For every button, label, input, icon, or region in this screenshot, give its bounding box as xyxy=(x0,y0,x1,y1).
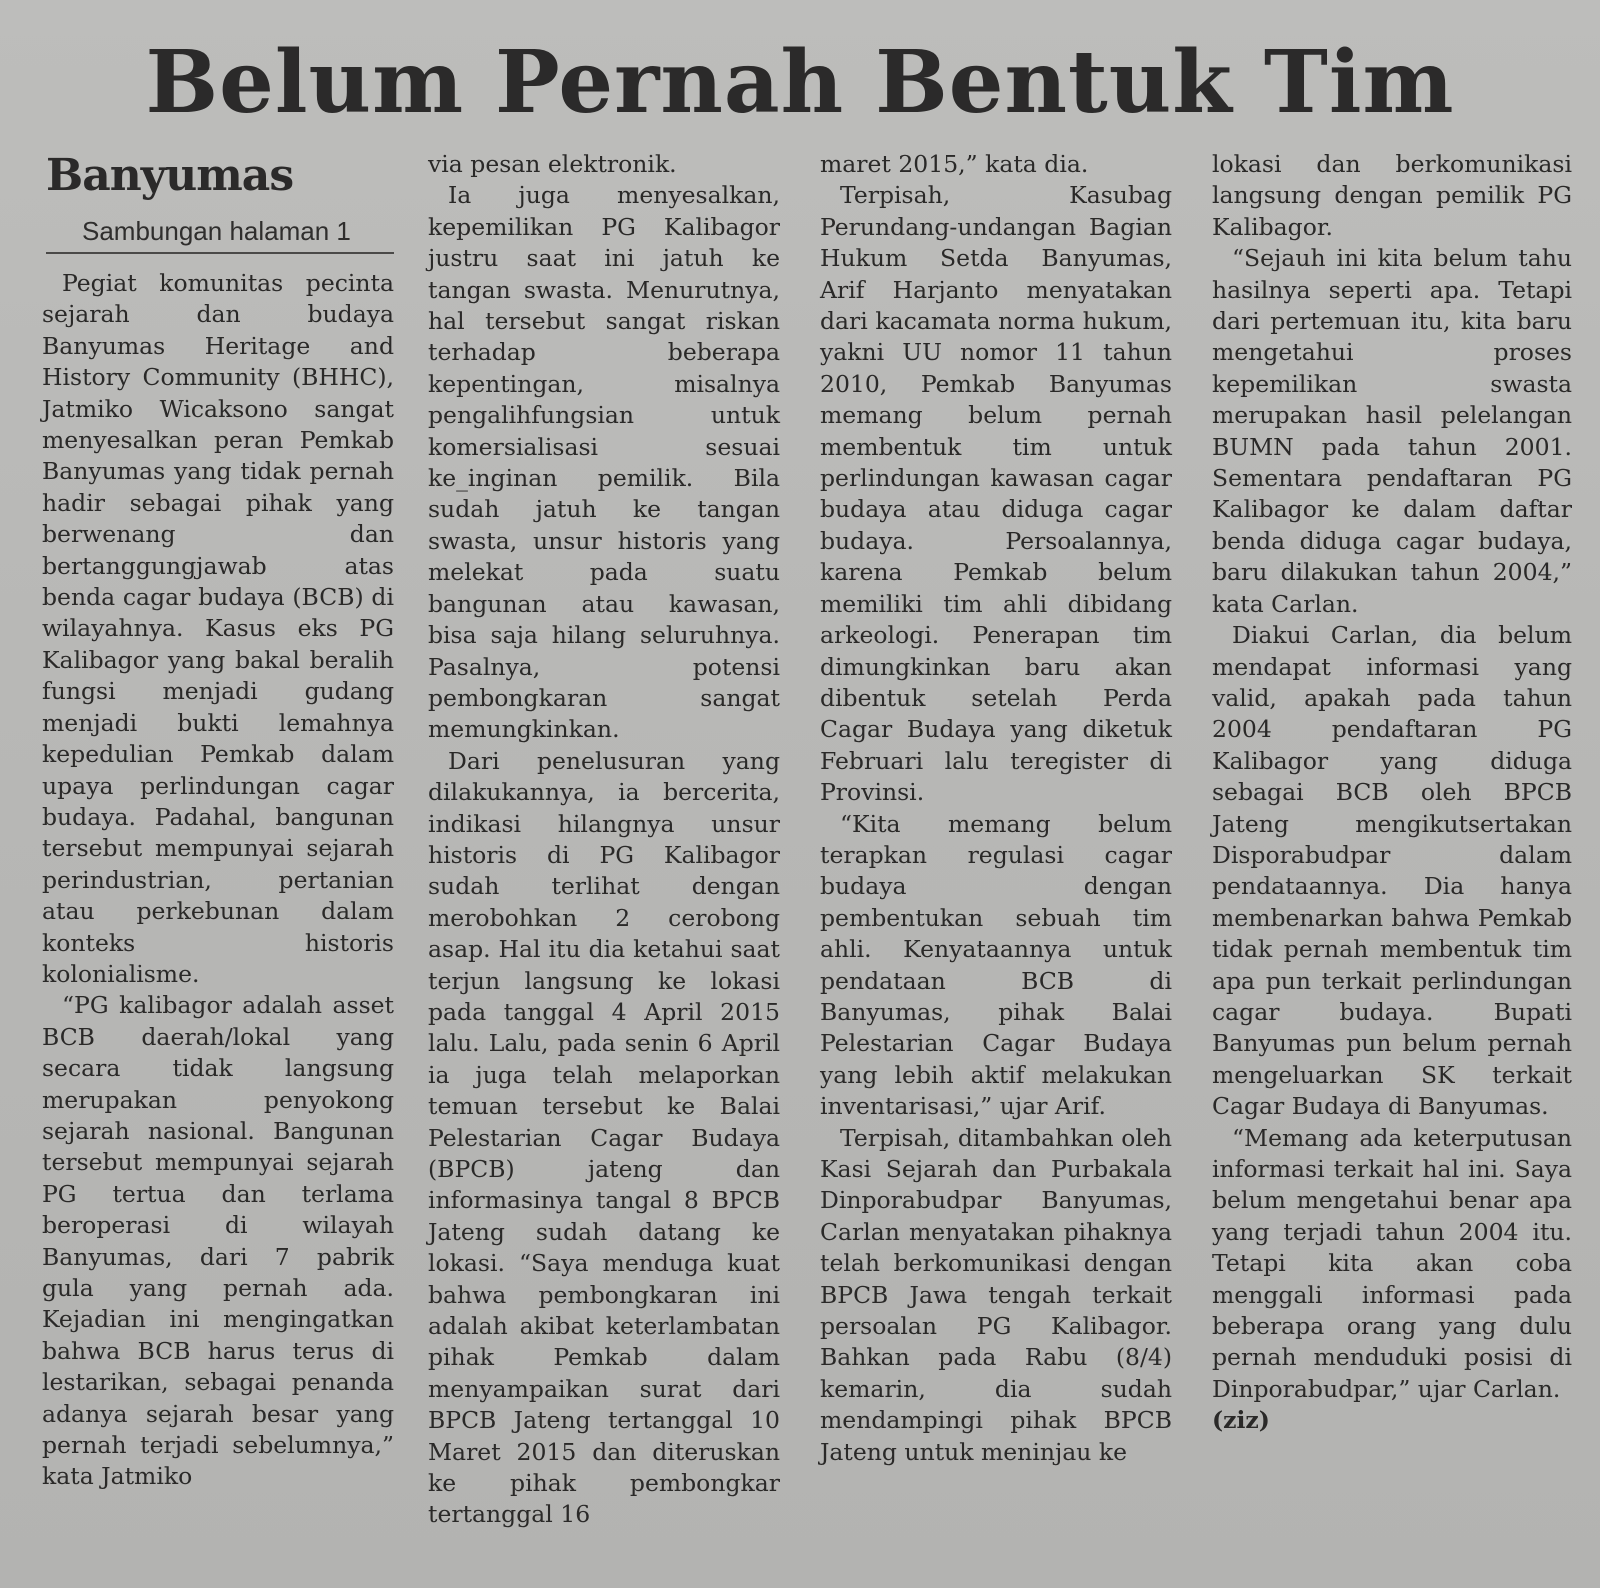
paragraph-continuation: via pesan elektronik. xyxy=(428,150,677,178)
paragraph: Dari penelusuran yang dilakukannya, ia bercerita, indikasi hilangnya unsur historis di PG Kalibagor sudah terlihat dengan merobohkan 2 cerobong asap. Hal itu dia ketahui saat terjun langsung ke lokasi pada tanggal 4 April 2015 lalu. Lalu, pada senin 6 April ia juga telah melaporkan temuan tersebut ke Balai Pelestarian Cagar Budaya (BPCB) jateng dan informasinya tangal 8 BPCB Jateng sudah datang ke lokasi. “Saya menduga kuat bahwa pembongkaran ini adalah akibat keterlambatan pihak Pemkab dalam menyampaikan surat dari BPCB Jateng tertanggal 10 Maret 2015 dan diteruskan ke pihak pembongkar tertanggal 16 xyxy=(428,746,780,1529)
paragraph: Diakui Carlan, dia belum mendapat informasi yang valid, apakah pada tahun 2004 pendaftaran PG Kalibagor yang diduga sebagai BCB oleh BPCB Jateng mengikutsertakan Disporabudpar dalam pendataannya. Dia hanya membenarkan bahwa Pemkab tidak pernah membentuk tim apa pun terkait perlindungan cagar budaya. Bupati Banyumas pun belum pernah mengeluarkan SK terkait Cagar Budaya di Banyumas. xyxy=(1212,621,1572,1121)
paragraph: “PG kalibagor adalah asset BCB daerah/lokal yang secara tidak langsung merupakan penyokong sejarah nasional. Bangunan tersebut mempunyai sejarah PG tertua dan terlama beroperasi di wilayah Banyumas, dari 7 pabrik gula yang pernah ada. Kejadian ini mengingatkan bahwa BCB harus terus di lestarikan, sebagai penanda adanya sejarah besar yang pernah terjadi sebelumnya,” kata Jatmiko xyxy=(42,991,394,1491)
author-signature: (ziz) xyxy=(1212,1406,1270,1435)
dateline-rule xyxy=(46,252,394,254)
article-column-1 xyxy=(42,268,394,1493)
paragraph: Terpisah, Kasubag Perundang-undangan Bagian Hukum Setda Banyumas, Arif Harjanto menyatakan dari kacamata norma hukum, yakni UU nomor 11 tahun 2010, Pemkab Banyumas memang belum pernah membentuk tim untuk perlindungan kawasan cagar budaya atau diduga cagar budaya. Persoalannya, karena Pemkab belum memiliki tim ahli dibidang arkeologi. Penerapan tim dimungkinkan baru akan dibentuk setelah Perda Cagar Budaya yang diketuk Februari lalu teregister di Provinsi. xyxy=(820,181,1172,807)
paragraph: Ia juga menyesalkan, kepemilikan PG Kalibagor justru saat ini jatuh ke tangan swasta. Menurutnya, hal tersebut sangat riskan terhadap beberapa kepentingan, misalnya pengalihfungsian untuk komersialisasi sesuai ke_inginan pemilik. Bila sudah jatuh ke tangan swasta, unsur historis yang melekat pada suatu bangunan atau kawasan, bisa saja hilang seluruhnya. Pasalnya, potensi pembongkaran sangat memungkinkan. xyxy=(428,181,780,744)
paragraph: Pegiat komunitas pecinta sejarah dan budaya Banyumas Heritage and History Community (BHHC), Jatmiko Wicaksono sangat menyesalkan peran Pemkab Banyumas yang tidak pernah hadir sebagai pihak yang berwenang dan bertanggungjawab atas benda cagar budaya (BCB) di wilayahnya. Kasus eks PG Kalibagor yang bakal beralih fungsi menjadi gudang menjadi bukti lemahnya kepedulian Pemkab dalam upaya perlindungan cagar budaya. Padahal, bangunan tersebut mempunyai sejarah perindustrian, pertanian atau perkebunan dalam konteks historis kolonialisme. xyxy=(42,269,394,988)
paragraph-text: “Memang ada keterputusan informasi terkait hal ini. Saya belum mengetahui benar apa yang terjadi tahun 2004 itu. Tetapi kita akan coba menggali informasi pada beberapa orang yang dulu pernah menduduki posisi di Dinporabudpar,” ujar Carlan. xyxy=(1212,1123,1572,1403)
paragraph xyxy=(1212,1123,1572,1437)
continuation-note: Sambungan halaman 1 xyxy=(82,216,351,246)
paragraph-continuation: maret 2015,” kata dia. xyxy=(820,150,1089,178)
dateline: Banyumas xyxy=(46,150,294,201)
article-headline: Belum Pernah Bentuk Tim xyxy=(145,32,1455,133)
paragraph-continuation: lokasi dan berkomunikasi langsung dengan pemilik PG Kalibagor. xyxy=(1212,150,1572,241)
paragraph: “Kita memang belum terapkan regulasi cagar budaya dengan pembentukan sebuah tim ahli. Kenyataannya untuk pendataan BCB di Banyumas, pihak Balai Pelestarian Cagar Budaya yang lebih aktif melakukan inventarisasi,” ujar Arif. xyxy=(820,809,1172,1121)
article-column-2 xyxy=(428,149,780,1531)
article-column-4 xyxy=(1212,149,1572,1437)
article-column-3 xyxy=(820,149,1172,1468)
paragraph: Terpisah, ditambahkan oleh Kasi Sejarah dan Purbakala Dinporabudpar Banyumas, Carlan menyatakan pihaknya telah berkomunikasi dengan BPCB Jawa tengah terkait persoalan PG Kalibagor. Bahkan pada Rabu (8/4) kemarin, dia sudah mendampingi pihak BPCB Jateng untuk meninjau ke xyxy=(820,1123,1172,1466)
paragraph: “Sejauh ini kita belum tahu hasilnya seperti apa. Tetapi dari pertemuan itu, kita baru mengetahui proses kepemilikan swasta merupakan hasil pelelangan BUMN pada tahun 2001. Sementara pendaftaran PG Kalibagor ke dalam daftar benda diduga cagar budaya, baru dilakukan tahun 2004,” kata Carlan. xyxy=(1212,244,1572,618)
